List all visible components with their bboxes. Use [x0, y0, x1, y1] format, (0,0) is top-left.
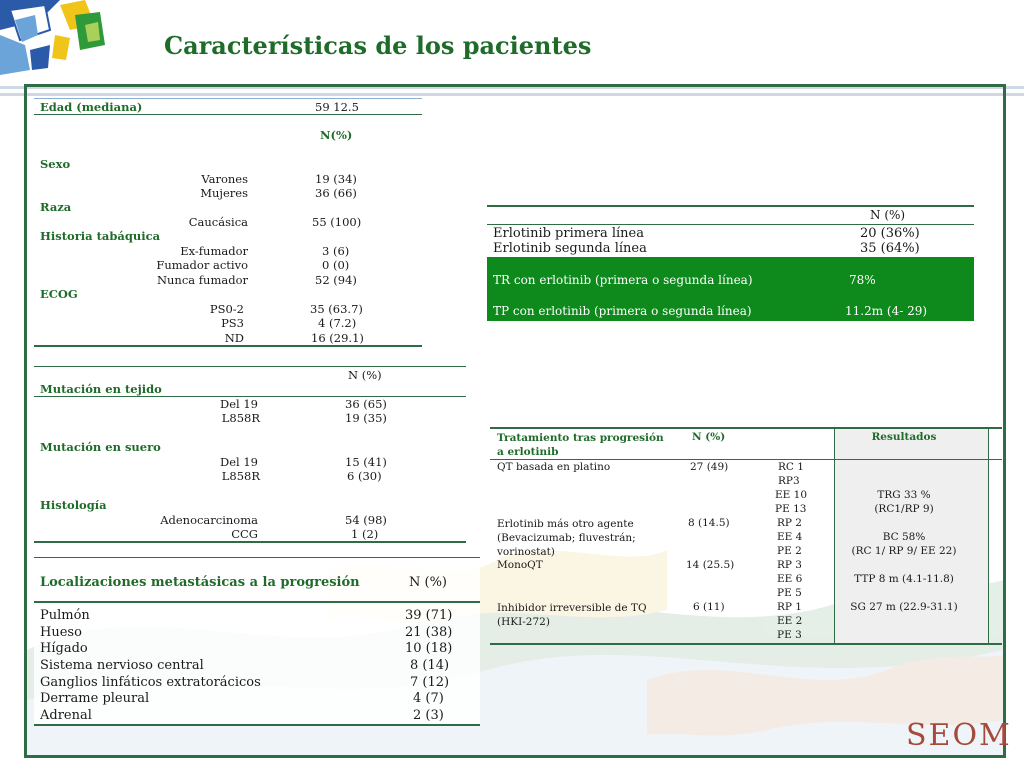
- metastasis-row-value: 7 (12): [410, 675, 450, 690]
- treatment-row-n: 14 (25.5): [686, 559, 735, 571]
- treatment-row-n: 27 (49): [690, 461, 729, 473]
- smoker-label: Fumador activo: [156, 258, 248, 272]
- metastasis-row-value: 8 (14): [410, 658, 450, 673]
- adeno-value: 54 (98): [345, 513, 387, 527]
- treatment-row-label: Inhibidor irreversible de TQ (HKI-272): [497, 602, 647, 628]
- age-label: Edad (mediana): [40, 100, 143, 114]
- tr-value: 78%: [849, 273, 876, 287]
- result-text: SG 27 m (22.9-31.1): [850, 601, 958, 613]
- metastases-header: Localizaciones metastásicas a la progresión: [40, 575, 360, 590]
- metastasis-row-label: Hígado: [40, 641, 88, 656]
- tissue-del19-value: 36 (65): [345, 397, 387, 411]
- age-value: 59 12.5: [315, 100, 359, 114]
- response-item: PE 13: [775, 503, 807, 515]
- males-value: 19 (34): [315, 172, 357, 186]
- ps02-value: 35 (63.7): [310, 302, 363, 316]
- males-label: Varones: [201, 172, 248, 186]
- adeno-label: Adenocarcinoma: [160, 513, 258, 527]
- tissue-l858r-value: 19 (35): [345, 411, 387, 425]
- metastasis-row-label: Ganglios linfáticos extratorácicos: [40, 675, 261, 690]
- tissue-mutation-label: Mutación en tejido: [40, 382, 162, 396]
- metastasis-row-label: Hueso: [40, 625, 82, 640]
- seom-logo: SEOM: [906, 718, 1012, 753]
- result-text: BC 58%: [882, 531, 926, 543]
- nd-value: 16 (29.1): [311, 331, 364, 345]
- tissue-del19-label: Del 19: [220, 397, 258, 411]
- result-text: (RC1/RP 9): [874, 503, 934, 515]
- result-text: TTP 8 m (4.1-11.8): [854, 573, 954, 585]
- treatment-row-label: MonoQT: [497, 559, 543, 571]
- race-label: Raza: [40, 200, 72, 214]
- never-value: 52 (94): [315, 273, 357, 287]
- treatment-row-label: Erlotinib más otro agente (Bevacizumab; fluvestrán; vorinostat): [497, 518, 636, 558]
- response-item: RP 3: [777, 559, 802, 571]
- response-item: EE 4: [777, 531, 803, 543]
- treatment-row-label: QT basada en platino: [497, 461, 611, 473]
- results-column-header: Resultados: [871, 431, 937, 443]
- caucasian-label: Caucásica: [188, 215, 248, 229]
- tp-value: 11.2m (4- 29): [845, 304, 928, 318]
- response-item: RP 1: [777, 601, 802, 613]
- tr-label: TR con erlotinib (primera o segunda línea): [493, 273, 753, 287]
- response-item: EE 2: [777, 615, 803, 627]
- serum-l858r-value: 6 (30): [347, 469, 382, 483]
- metastases-n-header: N (%): [409, 575, 448, 590]
- treatment-row-n: 6 (11): [693, 601, 725, 613]
- nd-label: ND: [224, 331, 244, 345]
- metastasis-row-value: 21 (38): [405, 625, 453, 640]
- mutations-n-header: N (%): [348, 368, 382, 382]
- ex-smoker-label: Ex-fumador: [180, 244, 248, 258]
- corner-logo: [0, 0, 120, 80]
- page-title: Características de los pacientes: [164, 31, 592, 60]
- response-item: RC 1: [778, 461, 804, 473]
- ps3-label: PS3: [221, 316, 244, 330]
- females-value: 36 (66): [315, 186, 357, 200]
- serum-del19-label: Del 19: [220, 455, 258, 469]
- tp-label: TP con erlotinib (primera o segunda línea): [493, 304, 752, 318]
- ps02-label: PS0-2: [209, 302, 244, 316]
- sex-label: Sexo: [40, 157, 71, 171]
- metastasis-row-label: Derrame pleural: [40, 691, 150, 706]
- ccg-value: 1 (2): [351, 527, 379, 541]
- second-line-label: Erlotinib segunda línea: [493, 241, 647, 256]
- smoking-label: Historia tabáquica: [40, 229, 161, 243]
- second-line-value: 35 (64%): [860, 241, 920, 256]
- first-line-label: Erlotinib primera línea: [493, 226, 644, 241]
- response-item: RP 2: [777, 517, 802, 529]
- ex-smoker-value: 3 (6): [322, 244, 350, 258]
- serum-mutation-label: Mutación en suero: [40, 440, 161, 454]
- result-text: TRG 33 %: [877, 489, 931, 501]
- metastasis-row-label: Adrenal: [40, 708, 92, 723]
- treatment-column-header: Tratamiento tras progresión a erlotinib: [497, 432, 664, 458]
- serum-del19-value: 15 (41): [345, 455, 387, 469]
- treatment-row-n: 8 (14.5): [688, 517, 730, 529]
- serum-l858r-label: L858R: [221, 469, 260, 483]
- females-label: Mujeres: [200, 186, 248, 200]
- metastasis-row-value: 2 (3): [413, 708, 444, 723]
- histology-label: Histología: [40, 498, 107, 512]
- response-item: PE 2: [777, 545, 802, 557]
- metastasis-row-value: 4 (7): [413, 691, 444, 706]
- smoker-value: 0 (0): [322, 258, 350, 272]
- response-item: RP3: [778, 475, 800, 487]
- caucasian-value: 55 (100): [312, 215, 362, 229]
- result-text: (RC 1/ RP 9/ EE 22): [851, 545, 957, 557]
- erlotinib-response-box: [487, 257, 974, 321]
- n-column-header: N (%): [692, 431, 726, 443]
- first-line-value: 20 (36%): [860, 226, 920, 241]
- metastasis-row-value: 10 (18): [405, 641, 453, 656]
- never-label: Nunca fumador: [156, 273, 248, 287]
- erlotinib-n-header: N (%): [870, 208, 906, 222]
- response-item: PE 3: [777, 629, 802, 641]
- metastasis-row-value: 39 (71): [405, 608, 453, 623]
- metastasis-row-label: Sistema nervioso central: [40, 658, 204, 673]
- ecog-label: ECOG: [40, 287, 78, 301]
- tissue-l858r-label: L858R: [221, 411, 260, 425]
- ps3-value: 4 (7.2): [318, 316, 357, 330]
- ccg-label: CCG: [231, 527, 258, 541]
- n-header: N(%): [320, 128, 353, 142]
- metastasis-row-label: Pulmón: [40, 608, 90, 623]
- response-item: EE 6: [777, 573, 803, 585]
- response-item: PE 5: [777, 587, 802, 599]
- response-item: EE 10: [775, 489, 808, 501]
